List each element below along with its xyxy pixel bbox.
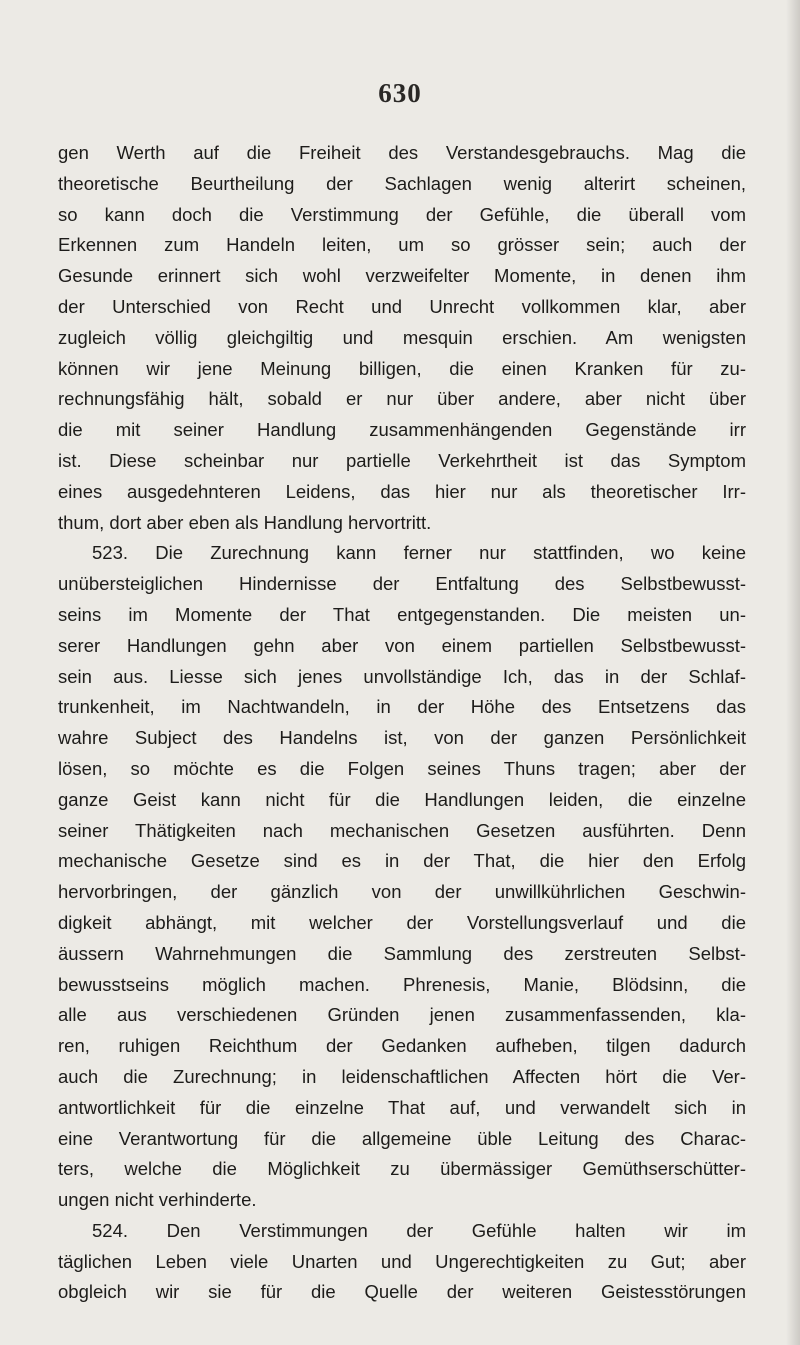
text-line: ganze Geist kann nicht für die Handlungen leiden, die einzelne (58, 788, 746, 810)
text-line: Gesunde erinnert sich wohl verzweifelter Momente, in denen ihm (58, 265, 746, 287)
text-line: serer Handlungen gehn aber von einem partiellen Selbstbewusst- (58, 634, 746, 656)
text-line: unübersteiglichen Hindernisse der Entfaltung des Selbstbewusst- (58, 573, 746, 595)
text-line: auch die Zurechnung; in leidenschaftlichen Affecten hört die Ver- (58, 1065, 746, 1087)
text-line: so kann doch die Verstimmung der Gefühle, die überall vom (58, 203, 746, 225)
text-line: antwortlichkeit für die einzelne That auf, und verwandelt sich in (58, 1096, 746, 1118)
paragraph-524-start: 524. Den Verstimmungen der Gefühle halten wir im (92, 1219, 746, 1241)
page-edge-shadow (786, 0, 800, 1345)
text-line: eine Verantwortung für die allgemeine üble Leitung des Charac- (58, 1127, 746, 1149)
text-line: äussern Wahrnehmungen die Sammlung des zerstreuten Selbst- (58, 942, 746, 964)
text-line: gen Werth auf die Freiheit des Verstandesgebrauchs. Mag die (58, 142, 746, 163)
text-line: ren, ruhigen Reichthum der Gedanken aufheben, tilgen dadurch (58, 1035, 746, 1057)
text-line: sein aus. Liesse sich jenes unvollständige Ich, das in der Schlaf- (58, 665, 746, 687)
paragraph-523-start: 523. Die Zurechnung kann ferner nur stattfinden, wo keine (92, 542, 746, 564)
text-line: täglichen Leben viele Unarten und Ungerechtigkeiten zu Gut; aber (58, 1250, 746, 1272)
text-line: der Unterschied von Recht und Unrecht vollkommen klar, aber (58, 295, 746, 317)
text-line: hervorbringen, der gänzlich von der unwillkührlichen Geschwin- (58, 881, 746, 903)
text-line: wahre Subject des Handelns ist, von der ganzen Persönlichkeit (58, 727, 746, 749)
text-line: seiner Thätigkeiten nach mechanischen Gesetzen ausführten. Denn (58, 819, 746, 841)
text-line: theoretische Beurtheilung der Sachlagen wenig alterirt scheinen, (58, 172, 746, 194)
text-line: trunkenheit, im Nachtwandeln, in der Höhe des Entsetzens das (58, 696, 746, 718)
text-line: ters, welche die Möglichkeit zu übermässiger Gemüthserschütter- (58, 1158, 746, 1180)
page-number: 630 (378, 78, 422, 108)
text-line: thum, dort aber eben als Handlung hervortritt. (58, 511, 432, 533)
text-line: eines ausgedehnteren Leidens, das hier nur als theoretischer Irr- (58, 480, 746, 502)
text-line: ungen nicht verhinderte. (58, 1189, 257, 1211)
text-line: können wir jene Meinung billigen, die einen Kranken für zu- (58, 357, 746, 379)
text-line: obgleich wir sie für die Quelle der weiteren Geistesstörungen (58, 1281, 746, 1303)
text-line: seins im Momente der That entgegenstanden. Die meisten un- (58, 603, 746, 625)
text-line: digkeit abhängt, mit welcher der Vorstellungsverlauf und die (58, 911, 746, 933)
text-line: ist. Diese scheinbar nur partielle Verkehrtheit ist das Symptom (58, 449, 746, 471)
text-line: lösen, so möchte es die Folgen seines Thuns tragen; aber der (58, 757, 746, 779)
text-line: alle aus verschiedenen Gründen jenen zusammenfassenden, kla- (58, 1004, 746, 1026)
text-line: mechanische Gesetze sind es in der That, die hier den Erfolg (58, 850, 746, 872)
text-line: rechnungsfähig hält, sobald er nur über andere, aber nicht über (58, 388, 746, 410)
text-line: Erkennen zum Handeln leiten, um so grösser sein; auch der (58, 234, 746, 256)
text-line: zugleich völlig gleichgiltig und mesquin erschien. Am wenigsten (58, 326, 746, 348)
body-text (58, 138, 746, 1308)
text-line: die mit seiner Handlung zusammenhängenden Gegenstände irr (58, 419, 746, 441)
text-line: bewusstseins möglich machen. Phrenesis, Manie, Blödsinn, die (58, 973, 746, 995)
